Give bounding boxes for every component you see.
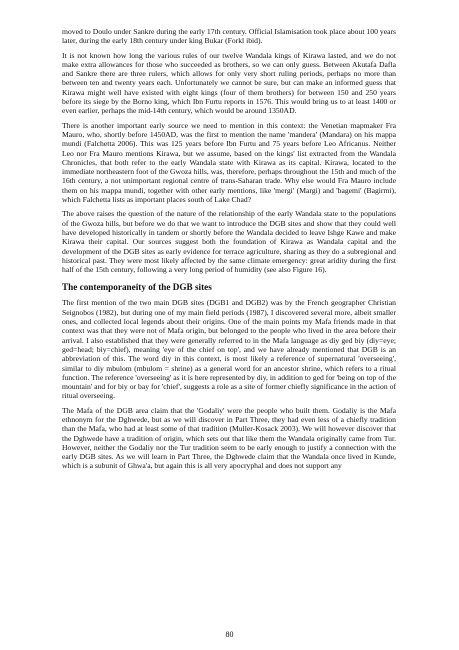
page-number: 80 [225, 630, 234, 639]
paragraph: moved to Doulo under Sankre during the early 17th century. Official Islamisation took place about 100 years later, during the early 18th century under king Bukar (Forkl ibid). [62, 27, 396, 46]
paragraph: The Mafa of the DGB area claim that the 'Godaliy' were the people who built them. Godaliy is the Mafa ethnonym for the Dghwede, but as we will discover in Part Three, they had even less of a chiefly tradition than the Mafa, who had at least some of that tradition (Muller-Kosack 2003). We will however discover that the Dghwede have a tradition of origin, which sets out that like them the Wandala originally came from Tur. However, neither the Godaliy nor the Tur tradition seem to be early enough to justify a connection with the early DGB sites. As we will learn in Part Three, the Dghwede claim that the Wandala once lived in Kunde, which is a subunit of Ghwa'a, but again this is all very apocryphal and does not support any [62, 405, 396, 471]
paragraph: It is not known how long the various rules of our twelve Wandala kings of Kirawa lasted, and we do not make extra allowances for those who succeeded as brothers, so we can only guess. Between Akutafa Dafla and Sankre there are three rulers, which allows for only very short ruling periods, perhaps no more than between ten and twenty years each. Unfortunately we cannot be sure, but can make an informed guess that Kirawa might well have existed with eight kings (four of them brothers) for between 150 and 250 years before its siege by the Borno king, which Ibn Furtu reports in 1576. This would bring us to at least 1400 or even earlier, perhaps the mid-14th century, which would be around 1350AD. [62, 50, 396, 116]
paragraph: The first mention of the two main DGB sites (DGB1 and DGB2) was by the French geographer Christian Seignobos (1982), but during one of my main field periods (1987), I discovered several more, albeit smaller ones, and collected local legends about their origins. One of the main points my Mafa friends made in that context was that they were not of Mafa origin, but belonged to the people who lived in the area before their arrival. I also established that they were generally referred to in the Mafa language as diy ged biy (diy=eye; ged=head; biy=chief), meaning 'eye of the chief on top', and we have already mentioned that DGB is an abbreviation of this. The word diy in this context, is most likely a reference of supernatural 'overseeing', similar to diy mbulom (mbulom = shrine) as a general word for an ancestor shrine, which refers to a ritual function. The reference 'overseeing' as it is here represented by diy, in addition to ged for 'being on top of the mountain' and for biy or bay for 'chief', suggests a role as a site of former chiefly significance in the action of ritual overseeing. [62, 298, 396, 401]
section-heading: The contemporaneity of the DGB sites [62, 282, 212, 293]
page-body [62, 27, 396, 476]
paragraph: There is another important early source we need to mention in this context: the Venetian mapmaker Fra Mauro, who, shortly before 1450AD, was the first to mention the name 'mandera' (Mandara) on his mappa mundi (Falchetta 2006). This was 125 years before Ibn Furtu and 75 years before Leo Africanus. Neither Leo nor Fra Mauro mentions Kirawa, but we assume, based on the kings' list extracted from the Wandala Chronicles, that both refer to the early Wandala state with Kirawa as its capital. Kirawa, located to the immediate northeastern foot of the Gwoza hills, was, therefore, perhaps throughout the 15th and much of the 16th century, a not unimportant regional centre of trans-Saharan trade. Why else would Fra Mauro include them on his mappa mundi, together with other early mentions, like 'mergi' (Margi) and 'bagemi' (Bagirmi), which Falchetta lists as important places south of Lake Chad? [62, 120, 396, 205]
paragraph: The above raises the question of the nature of the relationship of the early Wandala state to the populations of the Gwoza hills, but before we do that we want to introduce the DGB sites and show that they could well have developed historically in tandem or shortly before the Wandala decided to leave Ishge Kawe and make Kirawa their capital. Our sources suggest both the foundation of Kirawa as Wandala capital and the development of the DGB sites as early evidence for terrace agriculture, sharing as they do a subregional and historical past. They were most likely affected by the same climate emergency: great aridity during the first half of the 15th century, following a very long period of humidity (see also Figure 16). [62, 209, 396, 275]
